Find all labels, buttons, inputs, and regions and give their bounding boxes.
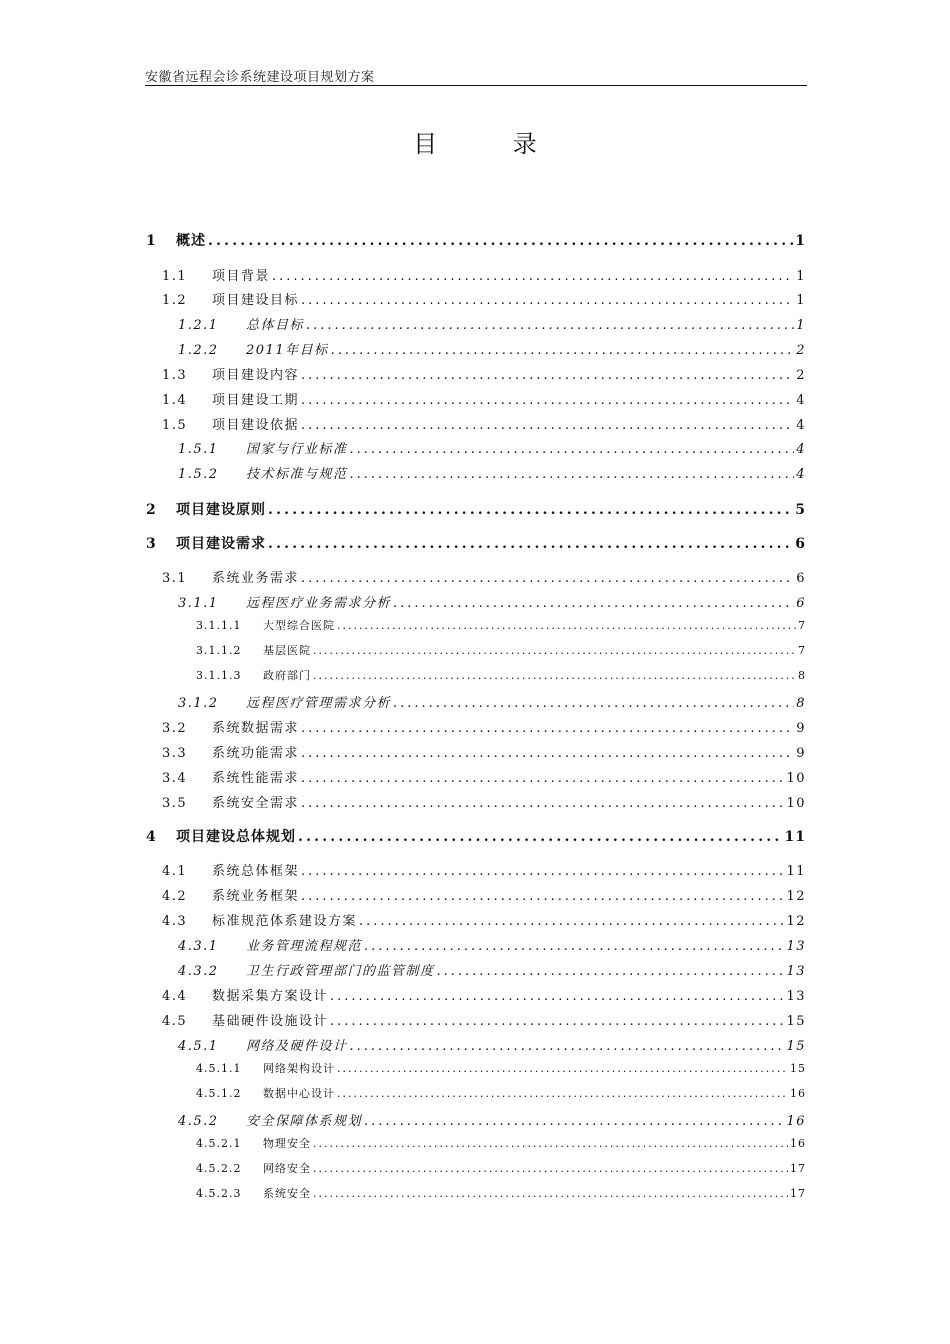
toc-entry-number: 1.2 [162,293,188,308]
dot-leader [313,1187,788,1200]
toc-entry-title: 安全保障体系规划 [246,1114,363,1129]
dot-leader [272,269,794,284]
toc-entry-page: 4 [796,418,806,433]
dot-leader [301,889,784,904]
running-header: 安徽省远程会诊系统建设项目规划方案 [145,70,375,85]
toc-entry[interactable] [178,592,806,612]
toc-entry-number: 3.1.2 [178,696,219,711]
toc-entry-title: 系统安全需求 [212,796,300,811]
dot-leader [301,293,794,308]
toc-entry[interactable] [196,617,806,637]
toc-entry-page: 7 [798,619,806,632]
toc-entry-page: 7 [798,644,806,657]
toc-entry-number: 4 [146,829,157,845]
toc-entry-page: 16 [790,1137,806,1150]
dot-leader [268,502,793,518]
toc-entry-page: 6 [795,536,806,552]
toc-entry[interactable] [162,389,806,409]
toc-entry-page: 13 [786,989,806,1004]
toc-entry-page: 1 [796,269,806,284]
toc-entry[interactable] [178,960,806,980]
toc-entry-title: 系统总体框架 [212,864,300,879]
toc-entry-title: 卫生行政管理部门的监管制度 [246,964,435,979]
dot-leader [313,1162,788,1175]
toc-entry-page: 8 [798,669,806,682]
dot-leader [301,368,794,383]
toc-entry[interactable] [162,717,806,737]
toc-entry[interactable] [162,885,806,905]
dot-leader [301,796,784,811]
dot-leader [313,669,796,682]
toc-entry[interactable] [178,1110,806,1130]
toc-entry[interactable] [178,935,806,955]
toc-entry-number: 4.4 [162,989,188,1004]
toc-entry-title: 系统业务需求 [212,571,300,586]
toc-entry-title: 基础硬件设施设计 [212,1014,329,1029]
toc-entry-page: 17 [790,1187,806,1200]
toc-entry-number: 1.2.1 [178,318,219,333]
toc-entry-page: 16 [786,1114,806,1129]
toc-entry-page: 15 [786,1014,806,1029]
toc-entry-title: 系统性能需求 [212,771,300,786]
dot-leader [330,989,784,1004]
dot-leader [337,1087,788,1100]
toc-entry-title: 网络架构设计 [263,1062,335,1075]
toc-entry-title: 基层医院 [263,644,311,657]
toc-entry-number: 4.5.2.1 [196,1137,242,1150]
toc-entry-number: 3.3 [162,746,188,761]
toc-entry[interactable] [162,985,806,1005]
dot-leader [350,442,795,457]
dot-leader [437,964,785,979]
toc-entry-page: 12 [786,914,806,929]
toc-entry-page: 4 [796,442,806,457]
toc-entry[interactable] [178,339,806,359]
toc-entry[interactable] [196,1085,806,1105]
toc-entry-page: 8 [796,696,806,711]
toc-entry-number: 4.3.1 [178,939,219,954]
toc-entry-title: 网络安全 [263,1162,311,1175]
toc-entry-title: 大型综合医院 [263,619,335,632]
toc-entry-title: 项目背景 [212,269,271,284]
dot-leader [364,1114,784,1129]
toc-entry-number: 1.3 [162,368,188,383]
toc-entry-number: 4.5.2.2 [196,1162,242,1175]
toc-entry[interactable] [146,499,806,519]
toc-entry-title: 系统安全 [263,1187,311,1200]
toc-entry-title: 数据中心设计 [263,1087,335,1100]
dot-leader [301,771,784,786]
toc-entry[interactable] [162,289,806,309]
toc-entry-number: 4.3 [162,914,188,929]
toc-entry-page: 6 [796,596,806,611]
dot-leader [364,939,784,954]
dot-leader [301,571,794,586]
toc-entry-page: 13 [786,939,806,954]
toc-entry-page: 11 [786,864,806,879]
toc-entry-page: 9 [796,746,806,761]
dot-leader [208,233,793,249]
toc-entry[interactable] [162,414,806,434]
toc-entry-title: 系统功能需求 [212,746,300,761]
toc-entry-title: 项目建设原则 [176,502,266,518]
dot-leader [301,721,794,736]
toc-entry[interactable] [162,265,806,285]
header-divider [145,85,807,86]
toc-entry-title: 概述 [176,233,206,249]
toc-entry-number: 4.2 [162,889,188,904]
dot-leader [330,1014,784,1029]
toc-entry-number: 3.4 [162,771,188,786]
toc-entry[interactable] [178,314,806,334]
toc-entry-number: 4.5.1.1 [196,1062,242,1075]
toc-entry-number: 1.5.1 [178,442,219,457]
dot-leader [301,746,794,761]
toc-entry[interactable] [196,1060,806,1080]
toc-entry[interactable] [162,860,806,880]
toc-entry[interactable] [146,230,806,250]
toc-entry-number: 4.5.2.3 [196,1187,242,1200]
dot-leader [337,619,796,632]
toc-entry-title: 标准规范体系建设方案 [212,914,358,929]
toc-entry-page: 2 [796,368,806,383]
toc-entry[interactable] [196,1135,806,1155]
dot-leader [337,1062,788,1075]
toc-entry-title: 2011年目标 [246,343,329,358]
toc-entry[interactable] [146,826,806,846]
toc-entry-title: 项目建设依据 [212,418,300,433]
toc-entry-number: 1.4 [162,393,188,408]
toc-entry-number: 1.5.2 [178,467,219,482]
toc-entry-number: 4.5.1 [178,1039,219,1054]
toc-entry[interactable] [162,767,806,787]
toc-entry[interactable] [162,364,806,384]
toc-entry[interactable] [162,910,806,930]
toc-entry-number: 3.1.1 [178,596,219,611]
toc-entry-page: 16 [790,1087,806,1100]
toc-entry[interactable] [162,792,806,812]
toc-entry[interactable] [146,533,806,553]
dot-leader [359,914,784,929]
toc-entry-page: 12 [786,889,806,904]
toc-entry[interactable] [178,692,806,712]
toc-entry-title: 系统业务框架 [212,889,300,904]
dot-leader [268,536,793,552]
toc-entry[interactable] [162,567,806,587]
toc-entry-title: 物理安全 [263,1137,311,1150]
dot-leader [393,596,794,611]
toc-entry-number: 4.1 [162,864,188,879]
toc-entry-page: 4 [796,467,806,482]
toc-entry-title: 网络及硬件设计 [246,1039,348,1054]
toc-entry-page: 4 [796,393,806,408]
toc-entry-page: 5 [795,502,806,518]
toc-entry-page: 6 [796,571,806,586]
toc-entry[interactable] [178,438,806,458]
dot-leader [301,864,784,879]
dot-leader [313,644,796,657]
dot-leader [301,418,794,433]
dot-leader [306,318,794,333]
toc-entry-title: 系统数据需求 [212,721,300,736]
toc-entry-page: 10 [786,771,806,786]
toc-title: 目 录 [413,130,571,158]
toc-entry[interactable] [178,1035,806,1055]
toc-entry-title: 业务管理流程规范 [246,939,363,954]
toc-entry[interactable] [162,1010,806,1030]
toc-entry[interactable] [196,1185,806,1205]
toc-entry-number: 4.5 [162,1014,188,1029]
toc-entry-title: 项目建设需求 [176,536,266,552]
toc-entry-number: 4.5.1.2 [196,1087,242,1100]
toc-entry-title: 数据采集方案设计 [212,989,329,1004]
toc-entry[interactable] [178,463,806,483]
toc-entry-number: 4.3.2 [178,964,219,979]
toc-entry-number: 3 [146,536,157,552]
toc-entry-number: 3.1 [162,571,188,586]
toc-entry-number: 4.5.2 [178,1114,219,1129]
toc-entry-page: 13 [786,964,806,979]
toc-entry-title: 政府部门 [263,669,311,682]
toc-entry-page: 11 [784,829,806,845]
dot-leader [313,1137,788,1150]
toc-entry-title: 技术标准与规范 [246,467,348,482]
toc-entry-page: 10 [786,796,806,811]
toc-entry-page: 1 [796,318,806,333]
dot-leader [298,829,783,845]
toc-entry-number: 1.2.2 [178,343,219,358]
toc-entry-title: 远程医疗管理需求分析 [246,696,392,711]
toc-entry-title: 项目建设总体规划 [176,829,296,845]
dot-leader [350,467,795,482]
toc-entry-title: 项目建设工期 [212,393,300,408]
dot-leader [350,1039,785,1054]
toc-entry-number: 1.5 [162,418,188,433]
dot-leader [301,393,794,408]
toc-entry[interactable] [196,642,806,662]
dot-leader [393,696,794,711]
toc-entry-page: 15 [786,1039,806,1054]
dot-leader [331,343,795,358]
toc-entry-title: 项目建设目标 [212,293,300,308]
toc-entry-number: 3.5 [162,796,188,811]
toc-entry-page: 1 [796,293,806,308]
toc-entry-number: 1.1 [162,269,188,284]
toc-entry-title: 项目建设内容 [212,368,300,383]
toc-entry-title: 国家与行业标准 [246,442,348,457]
toc-entry-page: 1 [795,233,806,249]
toc-entry-page: 15 [790,1062,806,1075]
toc-entry-number: 3.1.1.1 [196,619,242,632]
toc-entry-number: 3.2 [162,721,188,736]
toc-entry[interactable] [196,667,806,687]
toc-entry-number: 3.1.1.2 [196,644,242,657]
toc-entry-number: 3.1.1.3 [196,669,242,682]
toc-entry-title: 总体目标 [246,318,305,333]
toc-entry-title: 远程医疗业务需求分析 [246,596,392,611]
toc-entry[interactable] [162,742,806,762]
toc-entry[interactable] [196,1160,806,1180]
toc-entry-number: 1 [146,233,157,249]
toc-entry-number: 2 [146,502,157,518]
toc-entry-page: 9 [796,721,806,736]
toc-entry-page: 2 [796,343,806,358]
toc-entry-page: 17 [790,1162,806,1175]
